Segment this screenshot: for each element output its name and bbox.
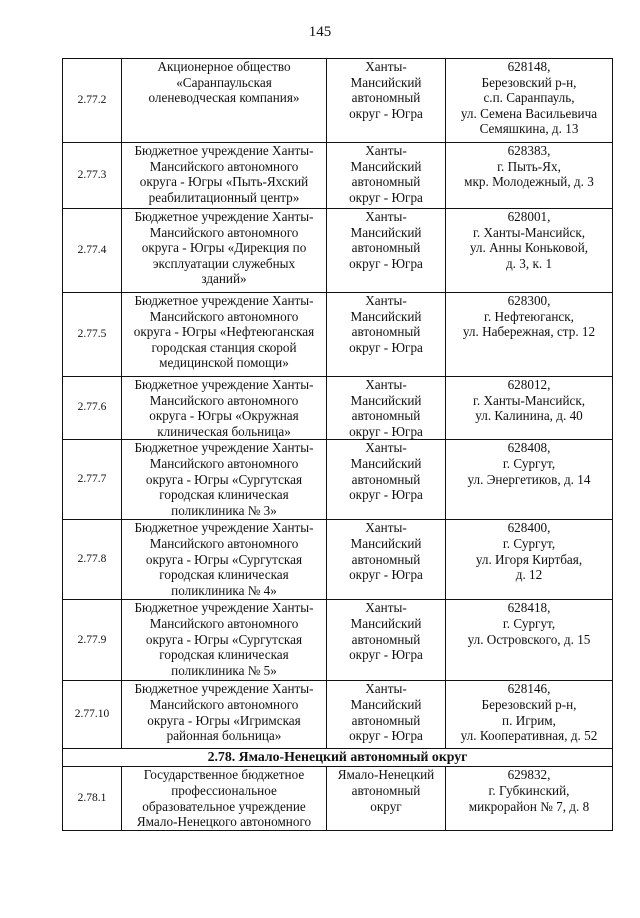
region-line: автономный — [351, 90, 421, 106]
region-line: Мансийский — [350, 158, 422, 174]
address-line: 628300, — [507, 293, 551, 308]
address-line: г. Ханты-Мансийск, — [472, 224, 586, 240]
organization-name — [122, 377, 327, 440]
region-line: Мансийский — [350, 535, 422, 551]
organization-name-line: клиническая больница» — [157, 423, 291, 439]
region-line: Ханты- — [365, 143, 407, 158]
region-line: округ - Югра — [349, 647, 423, 663]
region-line: Ханты- — [365, 293, 407, 308]
table-row — [63, 143, 613, 209]
address-line: ул. Кооперативная, д. 52 — [460, 728, 598, 744]
row-number: 2.77.7 — [63, 440, 122, 520]
organization-name — [122, 600, 327, 681]
region-line: Мансийский — [350, 696, 422, 712]
region-line: округ - Югра — [349, 728, 423, 744]
region-line: Ханты- — [365, 520, 407, 536]
region-line: автономный — [351, 324, 421, 340]
address-line: г. Губкинский, — [488, 782, 570, 798]
address-line: д. 12 — [515, 567, 543, 583]
organization-name-line: оленеводческая компания» — [148, 90, 300, 106]
address-line: 628408, — [507, 440, 551, 456]
region — [327, 681, 446, 749]
organization-name-line: Мансийского автономного — [149, 392, 299, 408]
organization-name-line: «Саранпаульская — [176, 74, 272, 90]
address — [446, 293, 613, 377]
row-number: 2.77.9 — [63, 600, 122, 681]
organization-name — [122, 681, 327, 749]
region-line: округ - Югра — [349, 255, 423, 271]
organization-name-line: образовательное учреждение — [142, 798, 306, 814]
address — [446, 520, 613, 600]
region-line: автономный — [351, 631, 421, 647]
region-line: округ - Югра — [349, 423, 423, 439]
address-line: Березовский р-н, — [481, 74, 577, 90]
organization-name — [122, 143, 327, 209]
table-row — [63, 767, 613, 831]
table-row — [63, 59, 613, 143]
organization-name-line: Мансийского автономного — [149, 224, 299, 240]
region-line: Ханты- — [365, 681, 407, 697]
row-number: 2.77.3 — [63, 143, 122, 209]
region-line: Мансийский — [350, 224, 422, 240]
organization-name-line: городская станция скорой — [151, 339, 297, 355]
organization-name-line: округа - Югры «Окружная — [149, 408, 299, 424]
organization-name-line: Бюджетное учреждение Ханты- — [134, 377, 314, 392]
region-line: округ - Югра — [349, 567, 423, 583]
address-line: д. 3, к. 1 — [505, 255, 553, 271]
region-line: округ - Югра — [349, 339, 423, 355]
region-line: Ямало-Ненецкий — [337, 767, 435, 783]
region-line: Мансийский — [350, 455, 422, 471]
row-number: 2.77.8 — [63, 520, 122, 600]
region-line: округ - Югра — [349, 487, 423, 503]
region-line: Ханты- — [365, 440, 407, 456]
address-line: 629832, — [507, 767, 551, 783]
region-line: автономный — [351, 782, 421, 798]
address — [446, 377, 613, 440]
region — [327, 59, 446, 143]
organization-name-line: городская клиническая — [159, 647, 289, 663]
address — [446, 600, 613, 681]
address-line: 628418, — [507, 600, 551, 616]
region-line: автономный — [351, 240, 421, 256]
organization-name-line: округа - Югры «Нефтеюганская — [133, 324, 315, 340]
table-row — [63, 681, 613, 749]
organization-name-line: реабилитационный центр» — [148, 189, 300, 205]
organization-name-line: округа - Югры «Пыть-Яхский — [139, 174, 309, 190]
table-row — [63, 377, 613, 440]
row-number: 2.77.6 — [63, 377, 122, 440]
organization-name-line: поликлиника № 4» — [171, 582, 277, 598]
organization-name-line: Ямало-Ненецкого автономного — [136, 814, 312, 830]
section-row — [63, 749, 613, 767]
organization-name-line: Мансийского автономного — [149, 308, 299, 324]
organization-name-line: Бюджетное учреждение Ханты- — [134, 681, 314, 697]
address-line: 628400, — [507, 520, 551, 536]
organization-name-line: Мансийского автономного — [149, 696, 299, 712]
region-line: округ - Югра — [349, 105, 423, 121]
organization-name — [122, 59, 327, 143]
address-line: с.п. Саранпауль, — [483, 90, 575, 106]
address — [446, 681, 613, 749]
organization-name — [122, 209, 327, 293]
organization-name — [122, 293, 327, 377]
organization-name — [122, 440, 327, 520]
organization-name-line: поликлиника № 3» — [171, 502, 277, 518]
address-line: г. Ханты-Мансийск, — [472, 392, 586, 408]
organization-name-line: Бюджетное учреждение Ханты- — [134, 520, 314, 536]
region-line: Мансийский — [350, 308, 422, 324]
address-line: ул. Набережная, стр. 12 — [462, 324, 596, 340]
region — [327, 520, 446, 600]
address-line: ул. Калинина, д. 40 — [475, 408, 583, 424]
region — [327, 440, 446, 520]
organization-name-line: медицинской помощи» — [159, 355, 289, 371]
organization-name-line: округа - Югры «Сургутская — [145, 551, 303, 567]
address-line: г. Пыть-Ях, — [497, 158, 561, 174]
organizations-table — [62, 58, 613, 831]
organization-name-line: Мансийского автономного — [149, 158, 299, 174]
address-line: ул. Энергетиков, д. 14 — [467, 471, 591, 487]
region-line: Ханты- — [365, 209, 407, 224]
address-line: Семяшкина, д. 13 — [479, 121, 579, 137]
region — [327, 143, 446, 209]
row-number: 2.77.4 — [63, 209, 122, 293]
organization-name-line: Бюджетное учреждение Ханты- — [134, 209, 314, 224]
organization-name-line: Мансийского автономного — [149, 615, 299, 631]
address-line: 628148, — [507, 59, 551, 74]
page-number: 145 — [308, 24, 332, 40]
organization-name-line: Мансийского автономного — [149, 455, 299, 471]
address-line: г. Сургут, — [502, 535, 556, 551]
organization-name-line: Бюджетное учреждение Ханты- — [134, 143, 314, 158]
table-row — [63, 600, 613, 681]
section-heading: 2.78. Ямало-Ненецкий автономный округ — [63, 749, 613, 767]
address-line: микрорайон № 7, д. 8 — [468, 798, 590, 814]
region — [327, 377, 446, 440]
region-line: автономный — [351, 408, 421, 424]
region — [327, 209, 446, 293]
region — [327, 767, 446, 831]
region — [327, 293, 446, 377]
organization-name — [122, 767, 327, 831]
table-row — [63, 209, 613, 293]
address-line: 628001, — [507, 209, 551, 224]
organization-name-line: Государственное бюджетное — [143, 767, 305, 783]
row-number: 2.77.10 — [63, 681, 122, 749]
region-line: автономный — [351, 471, 421, 487]
organization-name-line: городская клиническая — [159, 567, 289, 583]
region-line: автономный — [351, 551, 421, 567]
table-row — [63, 440, 613, 520]
address-line: п. Игрим, — [502, 712, 556, 728]
organization-name — [122, 520, 327, 600]
address-line: 628383, — [507, 143, 551, 158]
organization-name-line: поликлиника № 5» — [171, 662, 277, 678]
address-line: Березовский р-н, — [481, 696, 577, 712]
address — [446, 209, 613, 293]
address-line: 628012, — [507, 377, 551, 392]
region-line: Мансийский — [350, 392, 422, 408]
address — [446, 767, 613, 831]
region-line: Ханты- — [365, 59, 407, 74]
address-line: ул. Анны Коньковой, — [469, 240, 589, 256]
region-line: округ - Югра — [349, 189, 423, 205]
region-line: округ — [370, 798, 402, 814]
organization-name-line: Акционерное общество — [157, 59, 291, 74]
organization-name-line: городская клиническая — [159, 487, 289, 503]
address-line: г. Сургут, — [502, 615, 556, 631]
row-number: 2.78.1 — [63, 767, 122, 831]
organization-name-line: округа - Югры «Сургутская — [145, 631, 303, 647]
address-line: мкр. Молодежный, д. 3 — [464, 174, 594, 190]
address-line: ул. Семена Васильевича — [460, 105, 598, 121]
organization-name-line: Бюджетное учреждение Ханты- — [134, 600, 314, 616]
region-line: автономный — [351, 174, 421, 190]
table-row — [63, 293, 613, 377]
row-number: 2.77.5 — [63, 293, 122, 377]
organization-name-line: округа - Югры «Дирекция по — [141, 240, 307, 256]
region-line: Мансийский — [350, 615, 422, 631]
address-line: ул. Островского, д. 15 — [467, 631, 591, 647]
address — [446, 59, 613, 143]
address — [446, 143, 613, 209]
row-number: 2.77.2 — [63, 59, 122, 143]
organization-name-line: эксплуатации служебных — [152, 255, 296, 271]
address-line: ул. Игоря Киртбая, — [475, 551, 583, 567]
address-line: 628146, — [507, 681, 551, 697]
region — [327, 600, 446, 681]
address-line: г. Сургут, — [502, 455, 556, 471]
organization-name-line: зданий» — [201, 271, 247, 287]
region-line: Мансийский — [350, 74, 422, 90]
organization-name-line: округа - Югры «Игримская — [147, 712, 301, 728]
region-line: Ханты- — [365, 377, 407, 392]
organization-name-line: Мансийского автономного — [149, 535, 299, 551]
address — [446, 440, 613, 520]
region-line: автономный — [351, 712, 421, 728]
table-row — [63, 520, 613, 600]
organization-name-line: профессиональное — [171, 782, 277, 798]
region-line: Ханты- — [365, 600, 407, 616]
organization-name-line: районная больница» — [166, 728, 282, 744]
organization-name-line: Бюджетное учреждение Ханты- — [134, 440, 314, 456]
organization-name-line: округа - Югры «Сургутская — [145, 471, 303, 487]
organization-name-line: Бюджетное учреждение Ханты- — [134, 293, 314, 308]
address-line: г. Нефтеюганск, — [484, 308, 574, 324]
